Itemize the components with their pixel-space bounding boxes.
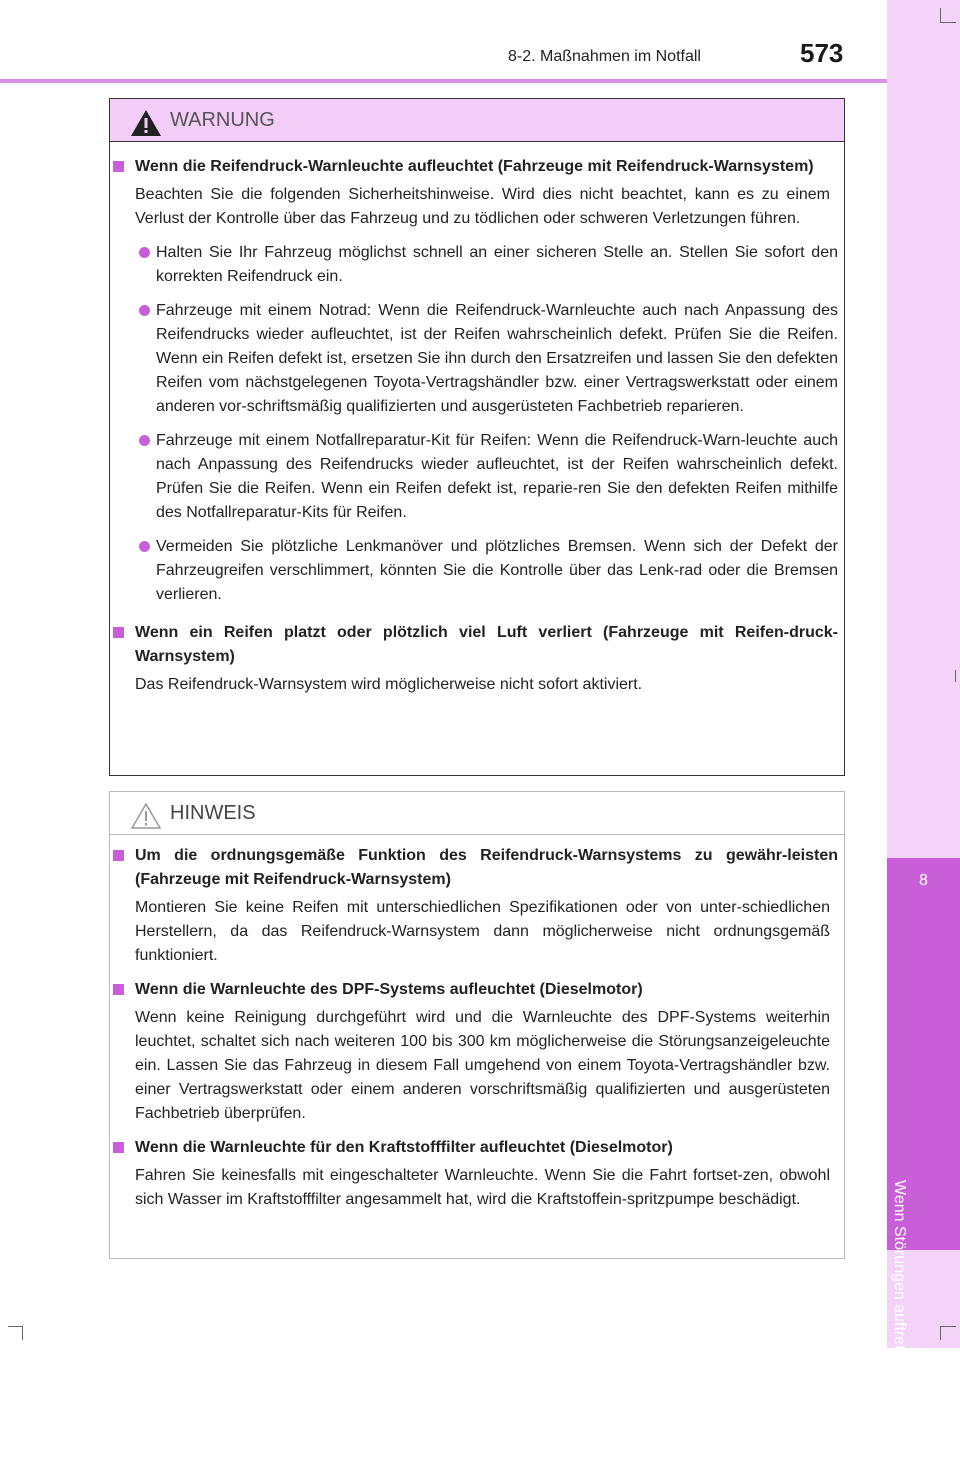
section-text: Das Reifendruck-Warnsystem wird möglicherweise nicht sofort aktiviert. [135,676,643,693]
caution-triangle-outline-icon [130,802,162,830]
section-title [110,844,844,892]
square-bullet-icon [113,161,124,172]
square-bullet-icon [113,1142,124,1153]
section-title-text: Wenn die Warnleuchte des DPF-Systems aufleuchtet (Dieselmotor) [135,981,643,998]
warning-header [110,99,844,142]
crop-mark [8,1326,22,1327]
list-item [110,429,844,525]
square-bullet-icon [113,850,124,861]
notice-box [109,791,845,1259]
crop-mark [940,8,941,22]
section-title [110,978,844,1002]
warning-title: WARNUNG [170,109,275,131]
notice-content [110,844,844,1212]
list-item-text: Halten Sie Ihr Fahrzeug möglichst schnell an einer sicheren Stelle an. Stellen Sie sofort den korrekten Reifendruck ein. [156,244,838,285]
section-text: Montieren Sie keine Reifen mit unterschiedlichen Spezifikationen oder von unter-schiedlichen Herstellern, da das Reifendruck-Warnsystem dann möglicherweise nicht ordnungsgemäß funktioniert. [135,899,830,964]
round-bullet-icon [139,305,150,316]
round-bullet-icon [139,247,150,258]
section-title-text: Um die ordnungsgemäße Funktion des Reifendruck-Warnsystems zu gewähr-leisten (Fahrzeuge mit Reifendruck-Warnsystem) [135,847,838,888]
warning-box [109,98,845,776]
header-divider [0,79,887,83]
list-item-text: Vermeiden Sie plötzliche Lenkmanöver und plötzliches Bremsen. Wenn sich der Defekt der Fahrzeugreifen verschlimmert, könnten Sie die Kontrolle über das Lenk-rad oder die Bremsen verlieren. [156,538,838,603]
square-bullet-icon [113,984,124,995]
page-number: 573 [800,38,844,68]
notice-title: HINWEIS [170,802,256,824]
chapter-number: 8 [919,872,928,889]
crop-mark [940,1326,956,1327]
list-item [110,535,844,607]
crop-mark [940,1326,941,1340]
section-title-text: Wenn die Reifendruck-Warnleuchte aufleuchtet (Fahrzeuge mit Reifendruck-Warnsystem) [135,158,814,175]
section-text: Beachten Sie die folgenden Sicherheitshinweise. Wird dies nicht beachtet, kann es zu einem Verlust der Kontrolle über das Fahrzeug und zu tödlichen oder schweren Verletzungen führen. [135,186,830,227]
section-text: Fahren Sie keinesfalls mit eingeschalteter Warnleuchte. Wenn Sie die Fahrt fortset-zen, obwohl sich Wasser im Kraftstofffilter angesammelt hat, wird die Kraftstoffein-spritzpumpe beschädigt. [135,1167,830,1208]
section-title-text: Wenn die Warnleuchte für den Kraftstofffilter aufleuchtet (Dieselmotor) [135,1139,673,1156]
list-item-text: Fahrzeuge mit einem Notfallreparatur-Kit für Reifen: Wenn die Reifendruck-Warn-leuchte auch nach Anpassung des Reifendrucks wieder aufleuchtet, ist der Reifen wahrscheinlich defekt. Prüfen Sie die Reifen. Wenn ein Reifen defekt ist, reparie-ren Sie den defekten Reifen mithilfe des Notfallreparatur-Kits für Reifen. [156,432,838,521]
section-title [110,621,844,669]
warning-triangle-icon [130,109,162,137]
list-item [110,299,844,419]
section-title-text: Wenn ein Reifen platzt oder plötzlich viel Luft verliert (Fahrzeuge mit Reifen-druck-Warnsystem) [135,624,838,665]
section-title [110,1136,844,1160]
square-bullet-icon [113,627,124,638]
crop-mark [22,1326,23,1340]
crop-mark [955,670,956,682]
round-bullet-icon [139,435,150,446]
crop-mark [940,22,956,23]
round-bullet-icon [139,541,150,552]
list-item [110,241,844,289]
list-item-text: Fahrzeuge mit einem Notrad: Wenn die Reifendruck-Warnleuchte auch nach Anpassung des Reifendrucks wieder aufleuchtet, ist der Reifen wahrscheinlich defekt. Prüfen Sie die Reifen. Wenn ein Reifen defekt ist, ersetzen Sie ihn durch den Ersatzreifen und lassen Sie den defekten Reifen vom nächstgelegenen Toyota-Vertragshändler bzw. einer Vertragswerkstatt oder einem anderen vor-schriftsmäßig qualifizierten und ausgerüsteten Fachbetrieb reparieren. [156,302,838,415]
warning-content [110,151,844,697]
chapter-title: Wenn Störungen auftreten [891,1180,908,1368]
section-title [110,155,844,179]
notice-header [110,792,844,835]
section-header-title: 8-2. Maßnahmen im Notfall [508,48,701,65]
section-text: Wenn keine Reinigung durchgeführt wird und die Warnleuchte des DPF-Systems weiterhin leuchtet, schaltet sich nach weiteren 100 bis 300 km möglicherweise die Störungsanzeigeleuchte ein. Lassen Sie das Fahrzeug in diesem Fall umgehend von einem Toyota-Vertragshändler bzw. einer Vertragswerkstatt oder einem anderen vorschriftsmäßig qualifizierten und ausgerüsteten Fachbetrieb überprüfen. [135,1009,830,1122]
